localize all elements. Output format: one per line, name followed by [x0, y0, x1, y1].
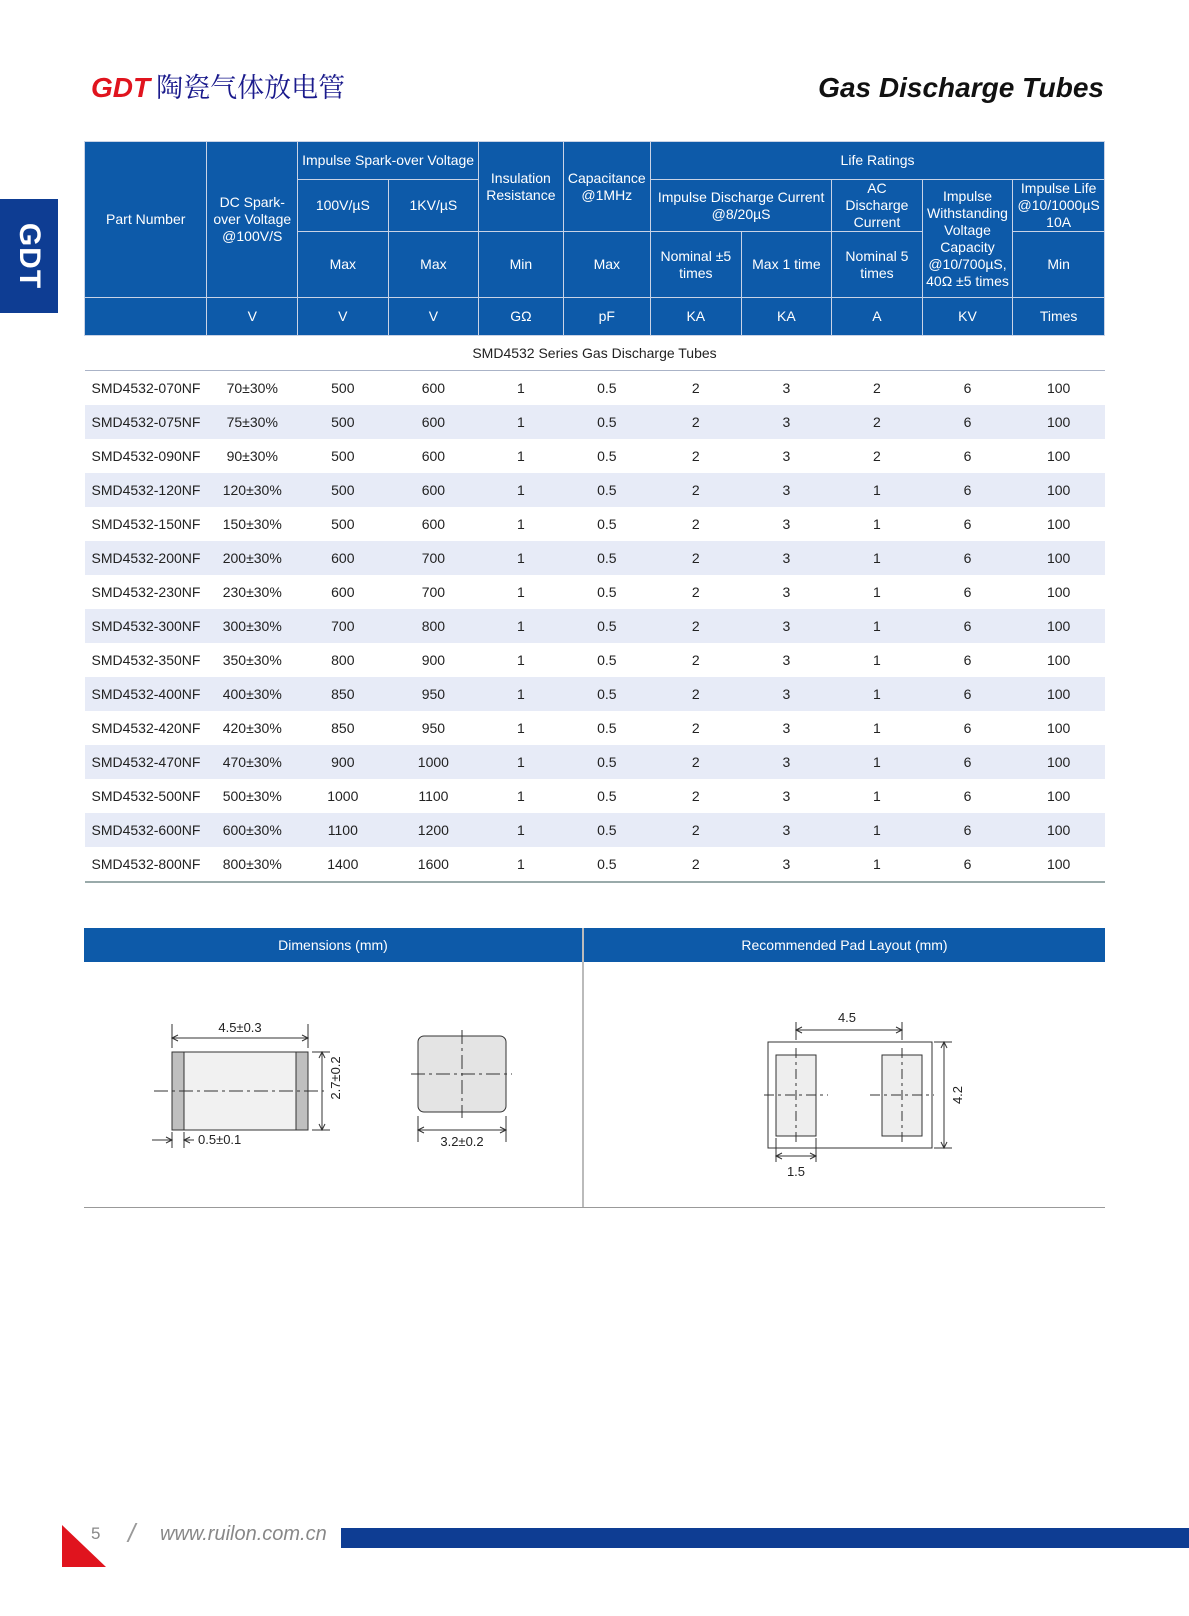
header-title [91, 66, 345, 105]
table-cell: 0.5 [597, 788, 617, 804]
table-cell: 2 [691, 788, 700, 804]
table-cell: 1 [516, 448, 525, 464]
table-cell: 500 [298, 473, 389, 507]
table-cell: 100 [1013, 473, 1105, 507]
table-cell: 0.5 [563, 677, 650, 711]
table-cell: 6 [922, 609, 1013, 643]
table-cell: 850 [298, 677, 389, 711]
th-unit: Times [1013, 298, 1105, 336]
table-cell: 1 [516, 380, 525, 396]
table-row [85, 439, 1105, 473]
table-cell: 700 [298, 609, 389, 643]
table-row [85, 643, 1105, 677]
table-cell: 100 [1046, 720, 1071, 736]
th-max-100v: Max [298, 232, 389, 298]
th-unit: pF [563, 298, 650, 336]
table-cell: 2 [691, 652, 700, 668]
th-dc-spark: DC Spark-over Voltage @100V/S [207, 142, 298, 298]
th-part-number: Part Number [85, 142, 207, 298]
th-unit: V [207, 298, 298, 336]
table-cell: 100 [1013, 745, 1105, 779]
table-cell: 1 [479, 847, 563, 882]
table-cell: 2 [873, 448, 881, 464]
table-cell: 600±30% [207, 813, 298, 847]
table-cell: 0.5 [563, 541, 650, 575]
table-cell: 500 [331, 380, 355, 396]
table-cell: 1 [516, 788, 525, 804]
table-cell: 3 [782, 584, 791, 600]
table-cell: 600 [388, 473, 479, 507]
table-cell: 2 [651, 745, 742, 779]
table-cell: 1 [516, 584, 525, 600]
dim-length: 4.5±0.3 [218, 1020, 262, 1035]
table-cell: 400±30% [207, 677, 298, 711]
table-row [85, 473, 1105, 507]
dim-height: 2.7±0.2 [328, 1056, 343, 1100]
th-capacitance: Capacitance @1MHz [563, 142, 650, 232]
table-cell: 6 [963, 652, 972, 668]
table-cell: 70±30% [226, 380, 278, 396]
part-number-cell: SMD4532-230NF [91, 584, 201, 600]
table-cell: 1400 [298, 847, 389, 882]
table-cell: 1 [873, 584, 881, 600]
table-cell: 0.5 [597, 448, 617, 464]
table-cell: 2 [651, 405, 742, 439]
table-cell: 3 [741, 405, 832, 439]
table-cell: 950 [388, 677, 479, 711]
table-cell: 100 [1046, 448, 1071, 464]
table-cell: 1 [516, 516, 525, 532]
table-cell: 3 [782, 448, 791, 464]
table-row [85, 711, 1105, 745]
table-cell: 800±30% [207, 847, 298, 882]
table-cell: 1 [873, 652, 881, 668]
table-cell: 1 [516, 652, 525, 668]
table-cell: 0.5 [563, 405, 650, 439]
table-cell: 90±30% [226, 448, 278, 464]
spec-table [84, 141, 1105, 883]
table-row [85, 745, 1105, 779]
table-cell: 0.5 [597, 516, 617, 532]
table-cell: 100 [1046, 584, 1071, 600]
table-cell: 1600 [388, 847, 479, 882]
part-number-cell: SMD4532-200NF [85, 541, 207, 575]
table-cell: 1 [832, 813, 923, 847]
table-cell: 0.5 [597, 584, 617, 600]
table-cell: 1 [479, 405, 563, 439]
part-number-cell: SMD4532-150NF [91, 516, 201, 532]
table-cell: 2 [691, 448, 700, 464]
table-cell: 2 [651, 541, 742, 575]
table-cell: 2 [691, 720, 700, 736]
table-cell: 3 [782, 380, 791, 396]
table-cell: 230±30% [222, 584, 282, 600]
dimensions-section [84, 928, 1105, 1208]
table-cell: 3 [741, 677, 832, 711]
table-cell: 75±30% [207, 405, 298, 439]
table-cell: 470±30% [207, 745, 298, 779]
table-cell: 6 [922, 541, 1013, 575]
th-nominal-5: Nominal ±5 times [651, 232, 742, 298]
dimensions-drawing [84, 962, 582, 1207]
title-cn: 陶瓷气体放电管 [156, 73, 346, 104]
table-cell: 2 [651, 473, 742, 507]
table-cell: 3 [782, 516, 791, 532]
pad-width: 1.5 [786, 1164, 806, 1179]
pad-height: 4.2 [950, 1085, 965, 1105]
th-unit: KA [651, 298, 742, 336]
page-number: 5 [91, 1524, 101, 1543]
table-cell: 100 [1013, 677, 1105, 711]
table-cell: 2 [651, 847, 742, 882]
th-insulation: Insulation Resistance [479, 142, 563, 232]
series-title: SMD4532 Series Gas Discharge Tubes [85, 336, 1105, 371]
part-number-cell: SMD4532-500NF [91, 788, 201, 804]
th-min-life: Min [1013, 232, 1105, 298]
table-cell: 600 [421, 516, 446, 532]
table-cell: 600 [421, 448, 446, 464]
table-cell: 1 [479, 677, 563, 711]
table-cell: 120±30% [207, 473, 298, 507]
dim-cap: 0.5±0.1 [198, 1132, 242, 1147]
table-cell: 0.5 [597, 720, 617, 736]
table-cell: 6 [922, 813, 1013, 847]
table-cell: 1000 [327, 788, 359, 804]
table-cell: 1 [479, 813, 563, 847]
table-cell: 3 [782, 720, 791, 736]
pad-layout-header: Recommended Pad Layout (mm) [584, 928, 1105, 962]
table-cell: 1100 [298, 813, 389, 847]
table-cell: 2 [691, 584, 700, 600]
th-impulse-life: Impulse Life @10/1000µS 10A [1013, 180, 1105, 232]
table-cell: 1 [832, 541, 923, 575]
th-blank [85, 298, 207, 336]
table-cell: 1 [873, 720, 881, 736]
table-row [85, 575, 1105, 609]
table-cell: 1200 [388, 813, 479, 847]
table-cell: 100 [1013, 541, 1105, 575]
table-cell: 1 [832, 473, 923, 507]
table-cell: 1000 [388, 745, 479, 779]
th-impulse-spark: Impulse Spark-over Voltage [298, 142, 479, 180]
table-cell: 100 [1046, 380, 1071, 396]
table-cell: 1 [516, 720, 525, 736]
table-cell: 1 [832, 609, 923, 643]
table-cell: 100 [1046, 516, 1071, 532]
footer-url[interactable]: www.ruilon.com.cn [160, 1523, 327, 1545]
table-cell: 0.5 [563, 745, 650, 779]
table-row [85, 847, 1105, 882]
table-cell: 3 [741, 745, 832, 779]
part-number-cell: SMD4532-300NF [85, 609, 207, 643]
table-cell: 150±30% [222, 516, 282, 532]
table-row [85, 677, 1105, 711]
table-cell: 6 [922, 473, 1013, 507]
table-cell: 1 [479, 609, 563, 643]
table-cell: 500 [298, 405, 389, 439]
table-cell: 600 [331, 584, 355, 600]
pad-layout-drawing [584, 962, 1105, 1207]
table-cell: 100 [1046, 652, 1071, 668]
table-cell: 2 [873, 380, 881, 396]
table-cell: 2 [691, 516, 700, 532]
title-en: Gas Discharge Tubes [818, 72, 1104, 103]
table-cell: 1 [479, 745, 563, 779]
table-row [85, 779, 1105, 813]
table-cell: 200±30% [207, 541, 298, 575]
th-ac-discharge: AC Discharge Current [832, 180, 923, 232]
table-cell: 3 [741, 541, 832, 575]
part-number-cell: SMD4532-400NF [85, 677, 207, 711]
table-cell: 500 [331, 516, 355, 532]
table-cell: 800 [388, 609, 479, 643]
th-max-1kv: Max [388, 232, 479, 298]
table-cell: 1 [832, 677, 923, 711]
footer-slash: / [128, 1518, 136, 1548]
th-impulse-discharge: Impulse Discharge Current @8/20µS [651, 180, 832, 232]
table-cell: 800 [331, 652, 355, 668]
part-number-cell: SMD4532-350NF [91, 652, 201, 668]
table-cell: 6 [922, 405, 1013, 439]
table-cell: 300±30% [207, 609, 298, 643]
side-tab [0, 199, 58, 313]
table-cell: 3 [741, 813, 832, 847]
table-row [85, 609, 1105, 643]
table-cell: 6 [922, 745, 1013, 779]
table-cell: 2 [651, 677, 742, 711]
table-cell: 6 [922, 847, 1013, 882]
table-cell: 1 [832, 847, 923, 882]
table-cell: 600 [388, 405, 479, 439]
part-number-cell: SMD4532-600NF [85, 813, 207, 847]
th-unit: GΩ [479, 298, 563, 336]
table-cell: 350±30% [222, 652, 282, 668]
th-100v: 100V/µS [298, 180, 389, 232]
table-cell: 0.5 [563, 813, 650, 847]
table-cell: 1100 [418, 788, 449, 804]
dim-width: 3.2±0.2 [440, 1134, 484, 1149]
table-cell: 6 [922, 677, 1013, 711]
table-cell: 700 [388, 541, 479, 575]
th-unit: A [832, 298, 923, 336]
table-cell: 500 [331, 448, 355, 464]
table-cell: 600 [421, 380, 446, 396]
th-unit: KA [741, 298, 832, 336]
table-cell: 600 [298, 541, 389, 575]
table-cell: 850 [331, 720, 355, 736]
table-cell: 6 [963, 788, 972, 804]
th-impulse-withstanding: Impulse Withstanding Voltage Capacity @10/700µS, 40Ω ±5 times [922, 180, 1013, 298]
table-cell: 700 [421, 584, 446, 600]
table-cell: 100 [1046, 788, 1071, 804]
table-cell: 6 [963, 584, 972, 600]
table-cell: 1 [479, 473, 563, 507]
table-cell: 6 [963, 380, 972, 396]
table-row [85, 371, 1105, 406]
table-cell: 2 [651, 813, 742, 847]
table-cell: 3 [782, 652, 791, 668]
table-cell: 950 [421, 720, 446, 736]
th-min-insulation: Min [479, 232, 563, 298]
table-cell: 6 [963, 448, 972, 464]
th-nominal-5b: Nominal 5 times [832, 232, 923, 298]
dimensions-header: Dimensions (mm) [84, 928, 582, 962]
table-cell: 1 [832, 745, 923, 779]
table-cell: 3 [741, 473, 832, 507]
table-cell: 3 [741, 609, 832, 643]
table-row [85, 507, 1105, 541]
table-cell: 2 [832, 405, 923, 439]
table-cell: 6 [963, 720, 972, 736]
part-number-cell: SMD4532-120NF [85, 473, 207, 507]
table-cell: 100 [1013, 813, 1105, 847]
table-cell: 100 [1013, 847, 1105, 882]
part-number-cell: SMD4532-470NF [85, 745, 207, 779]
table-cell: 0.5 [597, 652, 617, 668]
th-max-1-time: Max 1 time [741, 232, 832, 298]
section-bottom-rule [84, 1207, 1105, 1208]
footer-bar [341, 1528, 1189, 1548]
table-cell: 900 [421, 652, 446, 668]
th-max-capacitance: Max [563, 232, 650, 298]
table-row [85, 813, 1105, 847]
part-number-cell: SMD4532-090NF [91, 448, 201, 464]
table-row [85, 405, 1105, 439]
th-life-ratings: Life Ratings [651, 142, 1105, 180]
table-cell: 1 [873, 516, 881, 532]
table-cell: 1 [479, 541, 563, 575]
table-cell: 420±30% [222, 720, 282, 736]
brand-label: GDT [91, 72, 151, 103]
table-cell: 3 [741, 847, 832, 882]
table-cell: 0.5 [563, 609, 650, 643]
pad-spacing: 4.5 [837, 1010, 857, 1025]
table-cell: 0.5 [563, 847, 650, 882]
table-cell: 900 [298, 745, 389, 779]
th-unit: V [298, 298, 389, 336]
table-cell: 0.5 [597, 380, 617, 396]
part-number-cell: SMD4532-420NF [91, 720, 201, 736]
th-unit: KV [922, 298, 1013, 336]
table-cell: 1 [873, 788, 881, 804]
table-cell: 6 [963, 516, 972, 532]
part-number-cell: SMD4532-070NF [91, 380, 201, 396]
table-cell: 100 [1013, 609, 1105, 643]
part-number-cell: SMD4532-075NF [85, 405, 207, 439]
table-cell: 500±30% [222, 788, 282, 804]
side-tab-label: GDT [13, 222, 46, 290]
th-1kv: 1KV/µS [388, 180, 479, 232]
table-cell: 3 [782, 788, 791, 804]
table-cell: 2 [691, 380, 700, 396]
part-number-cell: SMD4532-800NF [85, 847, 207, 882]
table-cell: 2 [651, 609, 742, 643]
th-unit: V [388, 298, 479, 336]
table-row [85, 541, 1105, 575]
table-cell: 100 [1013, 405, 1105, 439]
table-cell: 0.5 [563, 473, 650, 507]
